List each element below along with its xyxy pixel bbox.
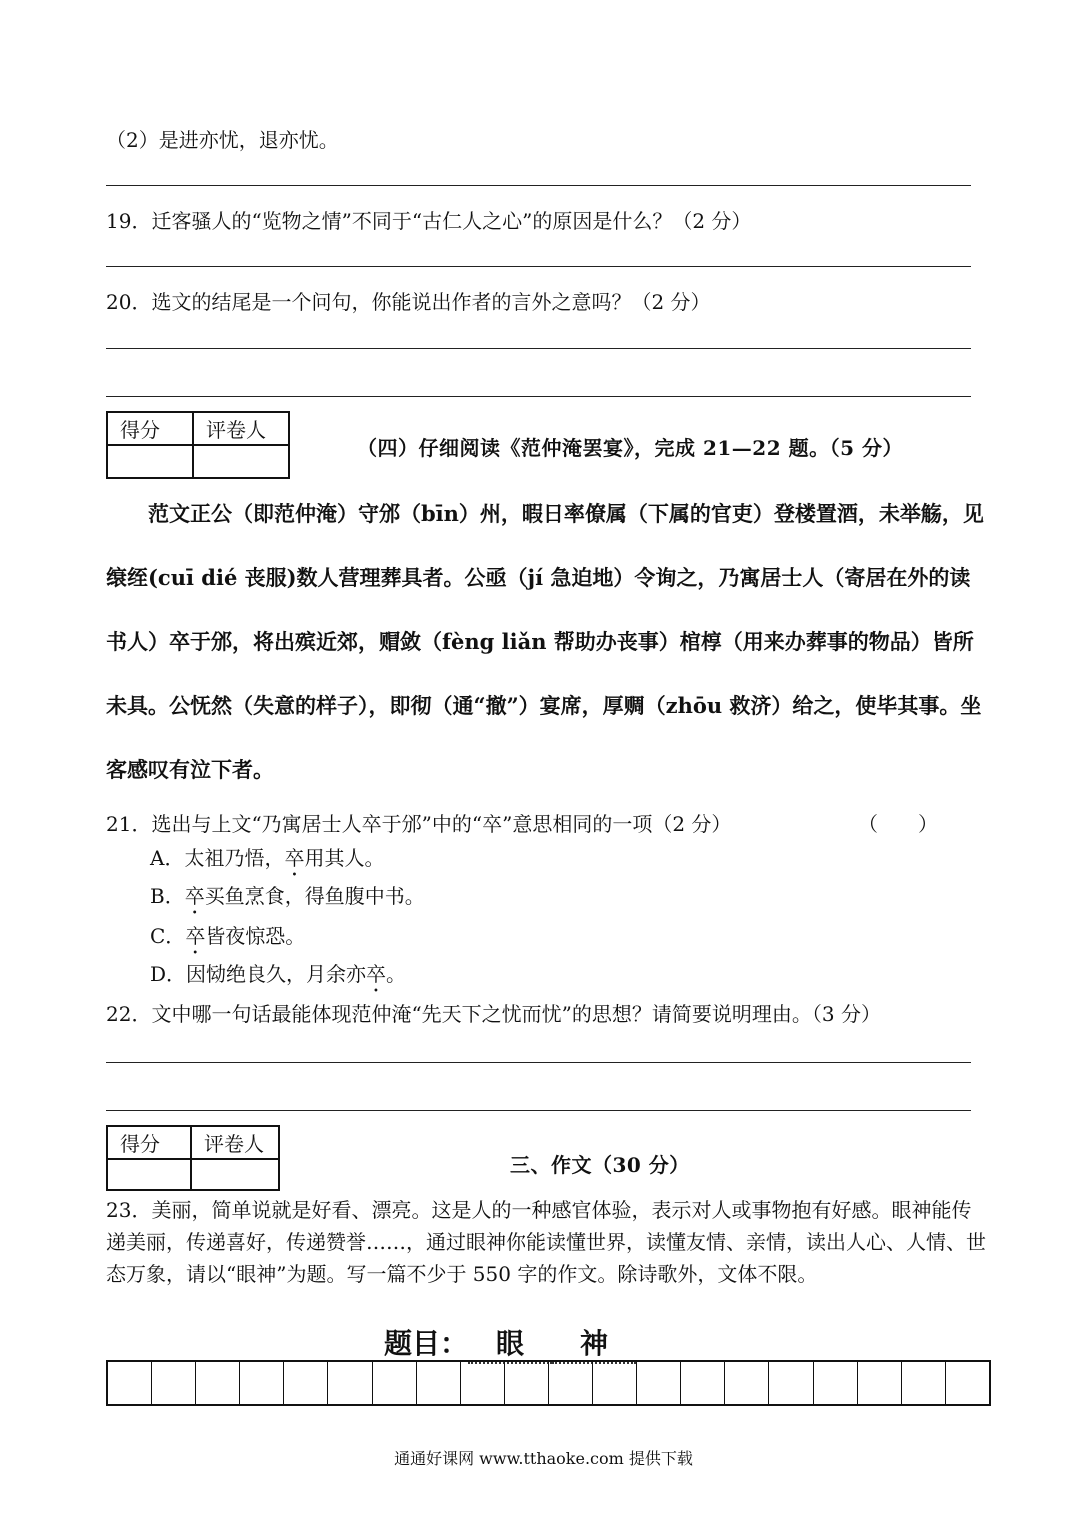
grader-cell[interactable] <box>193 445 289 478</box>
grid-cell[interactable] <box>505 1362 549 1404</box>
grid-cell[interactable] <box>108 1362 152 1404</box>
grid-cell[interactable] <box>902 1362 946 1404</box>
grid-cell[interactable] <box>769 1362 813 1404</box>
score-label: 得分 <box>107 412 193 445</box>
question-19: 19．迁客骚人的“览物之情”不同于“古仁人之心”的原因是什么？（2 分） <box>106 209 752 233</box>
score-box <box>106 411 290 479</box>
grid-cell[interactable] <box>637 1362 681 1404</box>
essay-title-word: 神 <box>552 1322 636 1364</box>
page-footer: 通通好课网 www.tthaoke.com 提供下载 <box>394 1449 693 1468</box>
essay-title-label: 题目： <box>384 1327 469 1360</box>
option-letter: C． <box>150 924 186 948</box>
option-b[interactable]: B．卒买鱼烹食，得鱼腹中书。 <box>150 884 425 908</box>
grid-cell[interactable] <box>328 1362 372 1404</box>
score-cell[interactable] <box>107 445 193 478</box>
question-20: 20．选文的结尾是一个问句，你能说出作者的言外之意吗？（2 分） <box>106 290 711 314</box>
grid-cell[interactable] <box>681 1362 725 1404</box>
grid-cell[interactable] <box>240 1362 284 1404</box>
question-22: 22．文中哪一句话最能体现范仲淹“先天下之忧而忧”的思想？请简要说明理由。（3 分） <box>106 1002 881 1026</box>
score-box <box>106 1125 280 1191</box>
answer-line <box>106 1110 971 1111</box>
answer-line <box>106 1062 971 1063</box>
grid-cell[interactable] <box>858 1362 902 1404</box>
option-letter: D． <box>150 962 187 986</box>
grid-cell[interactable] <box>152 1362 196 1404</box>
answer-parentheses: （ ） <box>858 812 938 836</box>
grader-label: 评卷人 <box>193 412 289 445</box>
writing-grid[interactable] <box>106 1360 991 1406</box>
grid-cell[interactable] <box>284 1362 328 1404</box>
grid-cell[interactable] <box>196 1362 240 1404</box>
option-d[interactable]: D．因恸绝良久，月余亦卒。 <box>150 962 407 986</box>
question-21: 21．选出与上文“乃寓居士人卒于邠”中的“卒”意思相同的一项（2 分） <box>106 812 732 836</box>
grid-cell[interactable] <box>725 1362 769 1404</box>
grid-cell[interactable] <box>549 1362 593 1404</box>
score-cell[interactable] <box>107 1159 191 1190</box>
question-18-2: （2）是进亦忧，退亦忧。 <box>106 128 339 152</box>
emphasized-char: 卒 <box>185 924 206 948</box>
grid-cell[interactable] <box>373 1362 417 1404</box>
answer-line <box>106 185 971 186</box>
grader-label: 评卷人 <box>191 1126 279 1159</box>
answer-line <box>106 266 971 267</box>
option-letter: A． <box>150 846 185 870</box>
grader-cell[interactable] <box>191 1159 279 1190</box>
score-label: 得分 <box>107 1126 191 1159</box>
answer-line <box>106 396 971 397</box>
classical-passage: 范文正公（即范仲淹）守邠（bīn）州，暇日率僚属（下属的官吏）登楼置酒，未举觞，见缞绖(cuī dié 丧服)数人营理葬具者。公亟（jí 急迫地）令询之，乃寓居士人（寄居在外的读书人）卒于邠，将出殡近郊，赗敛（fèng liǎn 帮助办丧事）棺椁（用来办葬事的物品）皆所未具。公怃然（失意的样子），即彻（通“撤”）宴席，厚赒（zhōu 救济）给之，使毕其事。坐客感叹有泣下者。 <box>106 501 984 782</box>
emphasized-char: 卒 <box>184 884 205 908</box>
option-a[interactable]: A．太祖乃悟，卒用其人。 <box>150 846 385 870</box>
option-c[interactable]: C．卒皆夜惊恐。 <box>150 924 306 948</box>
emphasized-char: 卒 <box>284 846 305 870</box>
grid-cell[interactable] <box>461 1362 505 1404</box>
grid-cell[interactable] <box>417 1362 461 1404</box>
section-3-title: 三、作文（30 分） <box>510 1153 690 1177</box>
essay-title-word: 眼 <box>468 1322 552 1364</box>
grid-cell[interactable] <box>814 1362 858 1404</box>
grid-cell[interactable] <box>946 1362 989 1404</box>
answer-line <box>106 348 971 349</box>
essay-title <box>384 1322 636 1364</box>
section-4-title: （四）仔细阅读《范仲淹罢宴》，完成 21—22 题。（5 分） <box>357 436 903 460</box>
emphasized-char: 卒 <box>366 962 387 986</box>
question-23: 23．美丽，简单说就是好看、漂亮。这是人的一种感官体验，表示对人或事物抱有好感。眼神能传递美丽，传递喜好，传递赞誉……，通过眼神你能读懂世界，读懂友情、亲情，读出人心、人情、世态万象，请以“眼神”为题。写一篇不少于 550 字的作文。除诗歌外，文体不限。 <box>106 1198 986 1286</box>
option-letter: B． <box>150 884 185 908</box>
grid-cell[interactable] <box>593 1362 637 1404</box>
